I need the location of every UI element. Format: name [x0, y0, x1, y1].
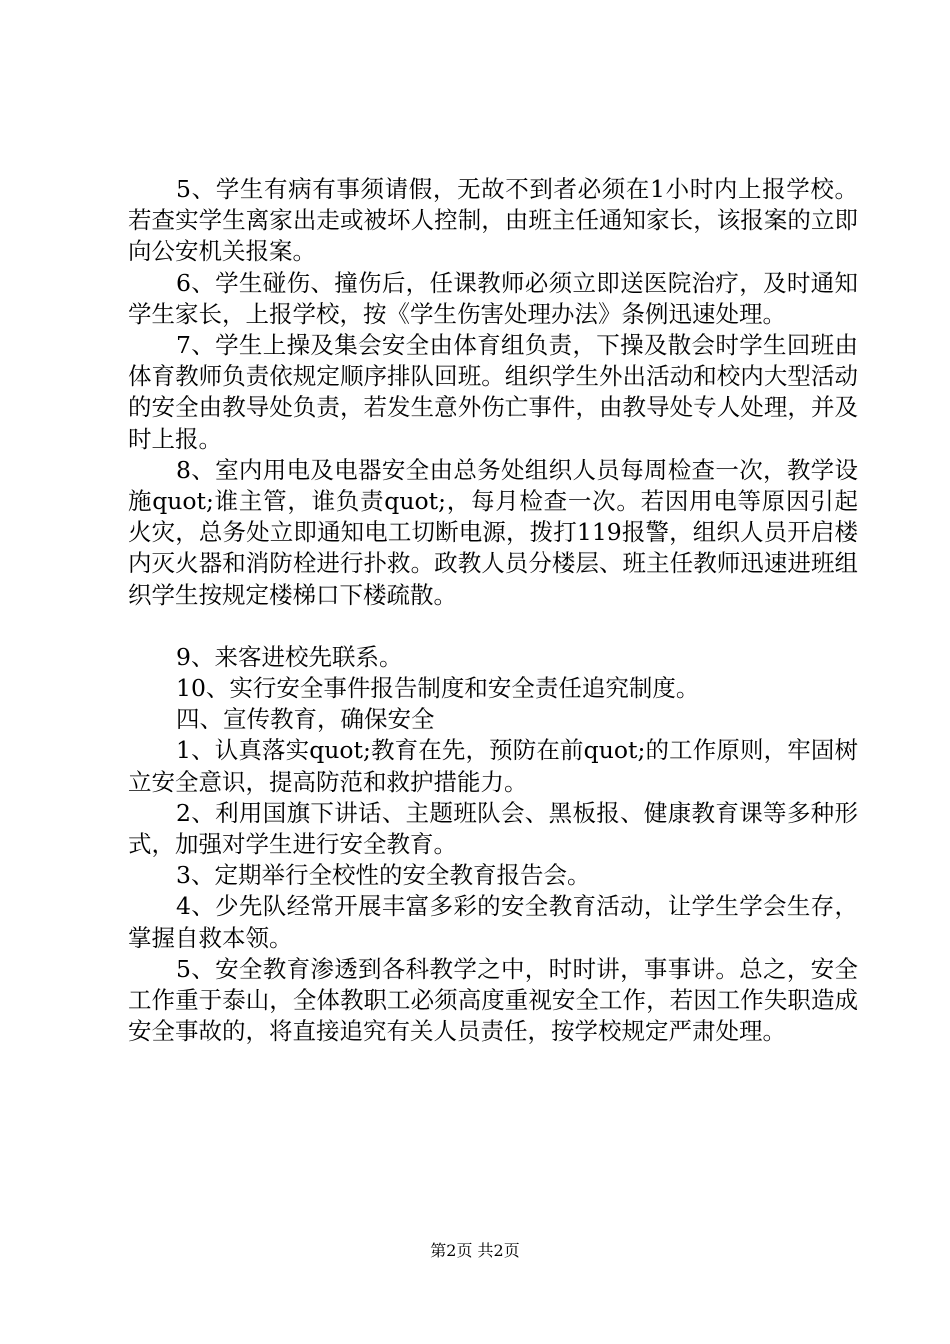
paragraph-education-3: 3、定期举行全校性的安全教育报告会。 — [176, 861, 591, 890]
paragraph-education-2: 2、利用国旗下讲话、主题班队会、黑板报、健康教育课等多种形式，加强对学生进行安全教育。 — [128, 798, 858, 859]
page-number-footer: 第2页 共2页 — [430, 1241, 520, 1260]
paragraph-item-9-visitors: 9、来客进校先联系。 — [176, 642, 403, 671]
paragraph-item-5-leave: 5、学生有病有事须请假，无故不到者必须在1小时内上报学校。若查实学生离家出走或被坏人控制，由班主任通知家长，该报案的立即向公安机关报案。 — [128, 175, 858, 266]
paragraph-spacer — [128, 611, 858, 642]
paragraph-education-5: 5、安全教育渗透到各科教学之中，时时讲，事事讲。总之，安全工作重于泰山，全体教职工必须高度重视安全工作，若因工作失职造成安全事故的，将直接追究有关人员责任，按学校规定严肃处理。 — [128, 954, 858, 1046]
paragraph-item-8-electricity: 8、室内用电及电器安全由总务处组织人员每周检查一次，教学设施quot;谁主管，谁负责quot;，每月检查一次。若因用电等原因引起火灾，总务处立即通知电工切断电源，拨打119报警，组织人员开启楼内灭火器和消防栓进行扑救。政教人员分楼层、班主任教师迅速进班组织学生按规定楼梯口下楼疏散。 — [128, 455, 858, 609]
section-heading-education: 四、宣传教育，确保安全 — [176, 705, 435, 734]
paragraph-education-4: 4、少先队经常开展丰富多彩的安全教育活动，让学生学会生存，掌握自救本领。 — [128, 892, 858, 952]
paragraph-education-1: 1、认真落实quot;教育在先，预防在前quot;的工作原则，牢固树立安全意识，提高防范和救护措能力。 — [128, 736, 858, 796]
paragraph-item-7-assembly: 7、学生上操及集会安全由体育组负责，下操及散会时学生回班由体育教师负责依规定顺序排队回班。组织学生外出活动和校内大型活动的安全由教导处负责，若发生意外伤亡事件，由教导处专人处理，并及时上报。 — [128, 331, 858, 453]
document-body — [128, 174, 858, 1047]
paragraph-item-10-reporting: 10、实行安全事件报告制度和安全责任追究制度。 — [176, 674, 700, 703]
paragraph-item-6-injury: 6、学生碰伤、撞伤后，任课教师必须立即送医院治疗，及时通知学生家长，上报学校，按《学生伤害处理办法》条例迅速处理。 — [128, 268, 858, 328]
